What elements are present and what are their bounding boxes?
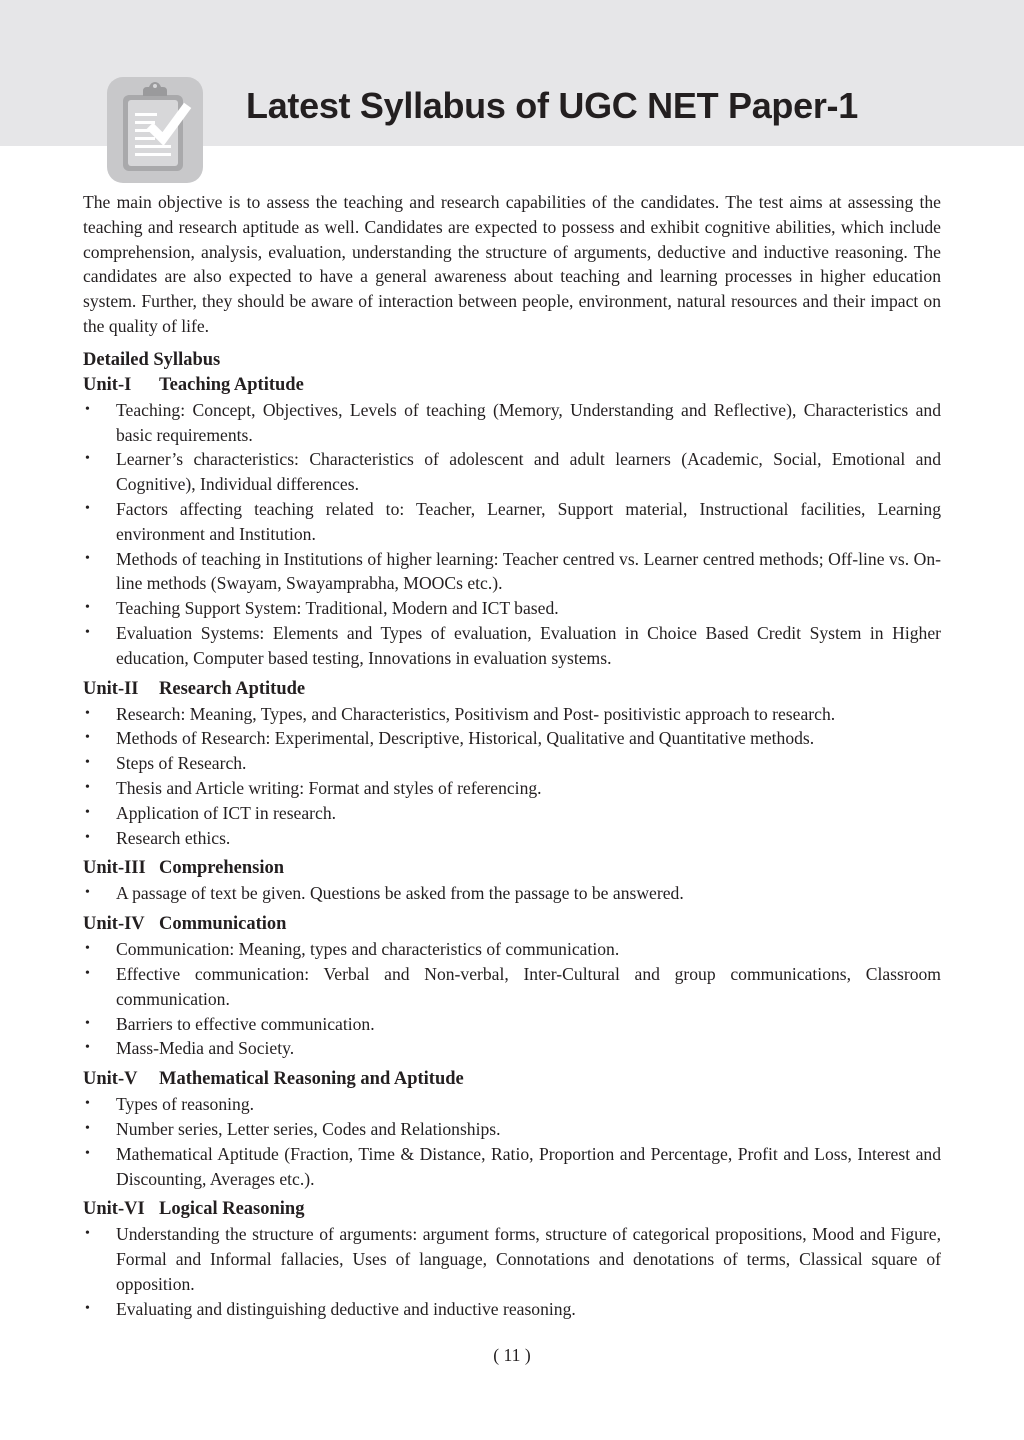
- list-item: [83, 962, 941, 1012]
- list-item-text: Mass-Media and Society.: [116, 1038, 295, 1059]
- list-item: [83, 1012, 941, 1037]
- unit-topic-list: [83, 1222, 941, 1321]
- unit-title: Comprehension: [159, 858, 285, 879]
- unit-title: Mathematical Reasoning and Aptitude: [159, 1069, 464, 1090]
- unit-number: Unit-I: [83, 374, 132, 395]
- bullet-icon: •: [85, 885, 90, 901]
- unit-title: Research Aptitude: [159, 678, 306, 699]
- list-item-text: Number series, Letter series, Codes and Relationships.: [116, 1118, 501, 1139]
- list-item-text: Factors affecting teaching related to: Teacher, Learner, Support material, Instructional facilities, Learning environment and Institution.: [116, 498, 941, 544]
- list-item: [83, 937, 941, 962]
- bullet-icon: •: [85, 829, 90, 845]
- unit-title: Logical Reasoning: [159, 1199, 305, 1220]
- list-item: [83, 881, 941, 906]
- unit-title: Teaching Aptitude: [159, 374, 304, 395]
- unit-heading: [83, 1197, 941, 1222]
- bullet-icon: •: [85, 500, 90, 516]
- list-item: [83, 801, 941, 826]
- bullet-icon: •: [85, 1096, 90, 1112]
- unit-number: Unit-IV: [83, 914, 145, 935]
- list-item: [83, 447, 941, 497]
- list-item-text: Research: Meaning, Types, and Characteristics, Positivism and Post- positivistic approach to research.: [116, 703, 836, 724]
- bullet-icon: •: [85, 451, 90, 467]
- list-item: [83, 497, 941, 547]
- list-item-text: Types of reasoning.: [116, 1094, 255, 1115]
- list-item: [83, 702, 941, 727]
- list-item-text: Application of ICT in research.: [116, 802, 337, 823]
- document-body: [83, 190, 941, 1321]
- list-item: [83, 1142, 941, 1192]
- bullet-icon: •: [85, 1015, 90, 1031]
- list-item: [83, 1092, 941, 1117]
- bullet-icon: •: [85, 624, 90, 640]
- bullet-icon: •: [85, 1300, 90, 1316]
- page-number: ( 11 ): [493, 1345, 531, 1365]
- list-item-text: Teaching Support System: Traditional, Modern and ICT based.: [116, 598, 559, 619]
- bullet-icon: •: [85, 755, 90, 771]
- unit-heading: [83, 373, 941, 398]
- list-item-text: Methods of Research: Experimental, Descriptive, Historical, Qualitative and Quantitative methods.: [116, 728, 815, 749]
- list-item: [83, 547, 941, 597]
- list-item-text: Methods of teaching in Institutions of higher learning: Teacher centred vs. Learner centred methods; Off-line vs. On-line methods (Swayam, Swayamprabha, MOOCs etc.).: [116, 548, 941, 594]
- list-item: [83, 1117, 941, 1142]
- unit-number: Unit-II: [83, 678, 139, 699]
- list-item-text: Evaluation Systems: Elements and Types of evaluation, Evaluation in Choice Based Credit System in Higher education, Computer based testing, Innovations in evaluation systems.: [116, 622, 941, 668]
- unit-heading: [83, 677, 941, 702]
- list-item-text: Learner’s characteristics: Characteristics of adolescent and adult learners (Academic, Social, Emotional and Cognitive), Individual differences.: [116, 449, 941, 495]
- list-item-text: Understanding the structure of arguments: argument forms, structure of categorical propositions, Mood and Figure, Formal and Informal fallacies, Uses of language, Connotations and denotations of terms, Classical square of opposition.: [116, 1224, 941, 1294]
- list-item-text: Teaching: Concept, Objectives, Levels of teaching (Memory, Understanding and Reflective), Characteristics and basic requirements.: [116, 399, 941, 445]
- unit-heading: [83, 1067, 941, 1092]
- unit-topic-list: [83, 702, 941, 851]
- list-item: [83, 1036, 941, 1061]
- list-item: [83, 621, 941, 671]
- bullet-icon: •: [85, 705, 90, 721]
- bullet-icon: •: [85, 730, 90, 746]
- unit-title: Communication: [159, 914, 287, 935]
- unit-heading: [83, 912, 941, 937]
- page-title: Latest Syllabus of UGC NET Paper-1: [246, 85, 858, 126]
- unit-number: Unit-VI: [83, 1199, 145, 1220]
- list-item-text: Mathematical Aptitude (Fraction, Time & Distance, Ratio, Proportion and Percentage, Profit and Loss, Interest and Discounting, Averages etc.).: [116, 1143, 941, 1189]
- list-item-text: Communication: Meaning, types and characteristics of communication.: [116, 939, 620, 960]
- unit-topic-list: [83, 881, 941, 906]
- list-item: [83, 1222, 941, 1296]
- bullet-icon: •: [85, 965, 90, 981]
- bullet-icon: •: [85, 1040, 90, 1056]
- list-item: [83, 751, 941, 776]
- bullet-icon: •: [85, 941, 90, 957]
- list-item-text: A passage of text be given. Questions be asked from the passage to be answered.: [116, 883, 684, 904]
- list-item-text: Barriers to effective communication.: [116, 1013, 375, 1034]
- list-item: [83, 596, 941, 621]
- unit-number: Unit-III: [83, 858, 146, 879]
- list-item-text: Evaluating and distinguishing deductive and inductive reasoning.: [116, 1298, 576, 1319]
- unit-heading: [83, 856, 941, 881]
- list-item-text: Effective communication: Verbal and Non-verbal, Inter-Cultural and group communications, Classroom communication.: [116, 963, 941, 1009]
- list-item-text: Thesis and Article writing: Format and styles of referencing.: [116, 777, 542, 798]
- bullet-icon: •: [85, 401, 90, 417]
- list-item: [83, 726, 941, 751]
- unit-topic-list: [83, 398, 941, 671]
- list-item-text: Research ethics.: [116, 827, 231, 848]
- bullet-icon: •: [85, 1226, 90, 1242]
- list-item: [83, 826, 941, 851]
- intro-paragraph: The main objective is to assess the teaching and research capabilities of the candidates. The test aims at assessing the teaching and research aptitude as well. Candidates are expected to possess and exhibit cognitive abilities, which include comprehension, analysis, evaluation, understanding the structure of arguments, deductive and inductive reasoning. The candidates are also expected to have a general awareness about teaching and learning processes in higher education system. Further, they should be aware of interaction between people, environment, natural resources and their impact on the quality of life.: [83, 192, 941, 336]
- units-list: [83, 373, 941, 1322]
- unit-topic-list: [83, 937, 941, 1061]
- bullet-icon: •: [85, 804, 90, 820]
- list-item-text: Steps of Research.: [116, 753, 247, 774]
- bullet-icon: •: [85, 1120, 90, 1136]
- bullet-icon: •: [85, 600, 90, 616]
- list-item: [83, 398, 941, 448]
- bullet-icon: •: [85, 1145, 90, 1161]
- unit-topic-list: [83, 1092, 941, 1191]
- list-item: [83, 776, 941, 801]
- clipboard-check-icon: [107, 77, 203, 183]
- unit-number: Unit-V: [83, 1069, 138, 1090]
- list-item: [83, 1297, 941, 1322]
- bullet-icon: •: [85, 779, 90, 795]
- bullet-icon: •: [85, 550, 90, 566]
- section-title: Detailed Syllabus: [83, 349, 221, 370]
